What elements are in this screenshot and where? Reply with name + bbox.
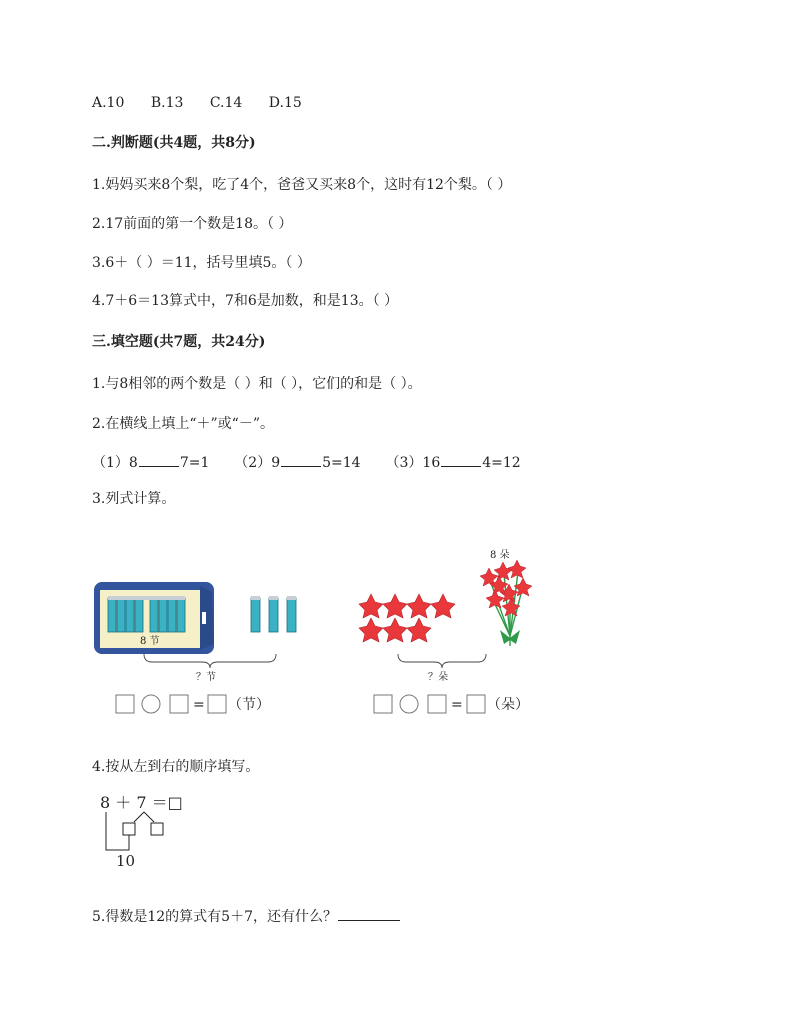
section2-title: 二.判断题(共4题，共8分) bbox=[92, 135, 256, 151]
q2-part2: （2）9 5=14 bbox=[234, 455, 361, 471]
option-a: A.10 bbox=[92, 95, 125, 111]
answer-box[interactable] bbox=[208, 695, 226, 713]
fill-q3: 3.列式计算。 bbox=[92, 491, 176, 507]
section3-title: 三.填空题(共7题，共24分) bbox=[92, 334, 266, 350]
answer-box[interactable] bbox=[170, 695, 188, 713]
split-lines bbox=[134, 812, 154, 822]
right-brace bbox=[398, 654, 486, 668]
flower-bouquet bbox=[480, 560, 532, 646]
flowers-loose bbox=[359, 594, 455, 642]
judge-item-3: 3.6＋（ ）＝11，括号里填5。（ ） bbox=[92, 255, 311, 271]
answer-box[interactable] bbox=[467, 695, 485, 713]
loose-batteries bbox=[251, 596, 296, 632]
q3-figure bbox=[92, 540, 542, 722]
fill-q2-parts bbox=[92, 454, 521, 472]
equals-sign: = bbox=[451, 697, 463, 713]
operator-circle[interactable] bbox=[400, 695, 418, 713]
split-box-left[interactable] bbox=[123, 823, 135, 835]
option-d: D.15 bbox=[268, 95, 302, 111]
answer-box[interactable] bbox=[116, 695, 134, 713]
answer-blank[interactable] bbox=[338, 908, 400, 921]
option-b: B.13 bbox=[150, 95, 184, 111]
split-box-right[interactable] bbox=[151, 823, 163, 835]
right-unit-label: （朵） bbox=[487, 697, 529, 713]
join-line bbox=[108, 835, 129, 850]
judge-item-2: 2.17前面的第一个数是18。（ ） bbox=[92, 216, 293, 232]
option-c: C.14 bbox=[209, 95, 243, 111]
blank-field[interactable] bbox=[139, 454, 179, 467]
judge-item-4: 4.7＋6＝13算式中，7和6是加数，和是13。（ ） bbox=[92, 293, 399, 309]
equals-sign: = bbox=[193, 697, 205, 713]
operator-circle[interactable] bbox=[142, 695, 160, 713]
make-ten-diagram bbox=[96, 790, 206, 870]
fill-q1: 1.与8相邻的两个数是（ ）和（ ），它们的和是（ ）。 bbox=[92, 376, 422, 392]
left-question-label: ？节 bbox=[196, 672, 216, 683]
answer-box[interactable] bbox=[428, 695, 446, 713]
judge-item-1: 1.妈妈买来8个梨，吃了4个，爸爸又买来8个，这时有12个梨。（ ） bbox=[92, 177, 512, 193]
battery-box-illustration bbox=[94, 582, 214, 654]
ten-label: 10 bbox=[116, 852, 136, 870]
right-question-label: ？朵 bbox=[428, 672, 448, 683]
blank-field[interactable] bbox=[281, 454, 321, 467]
left-brace bbox=[144, 654, 276, 668]
right-total-label: 8 朵 bbox=[490, 550, 510, 561]
fill-q4: 4.按从左到右的顺序填写。 bbox=[92, 759, 260, 775]
left-total-label: 8 节 bbox=[140, 636, 160, 647]
fill-q2: 2.在横线上填上“＋”或“－”。 bbox=[92, 416, 274, 432]
q2-part3: （3）16 4=12 bbox=[385, 455, 521, 471]
q2-part1: （1）8 7=1 bbox=[92, 455, 210, 471]
answer-box[interactable] bbox=[374, 695, 392, 713]
left-unit-label: （节） bbox=[228, 697, 270, 713]
diagram-equation: 8 ＋ 7 ＝□ bbox=[100, 793, 183, 812]
options-row bbox=[92, 94, 324, 112]
blank-field[interactable] bbox=[441, 454, 481, 467]
fill-q5: 5.得数是12的算式有5＋7，还有什么？ bbox=[92, 908, 401, 926]
diagram-connector bbox=[106, 812, 124, 850]
